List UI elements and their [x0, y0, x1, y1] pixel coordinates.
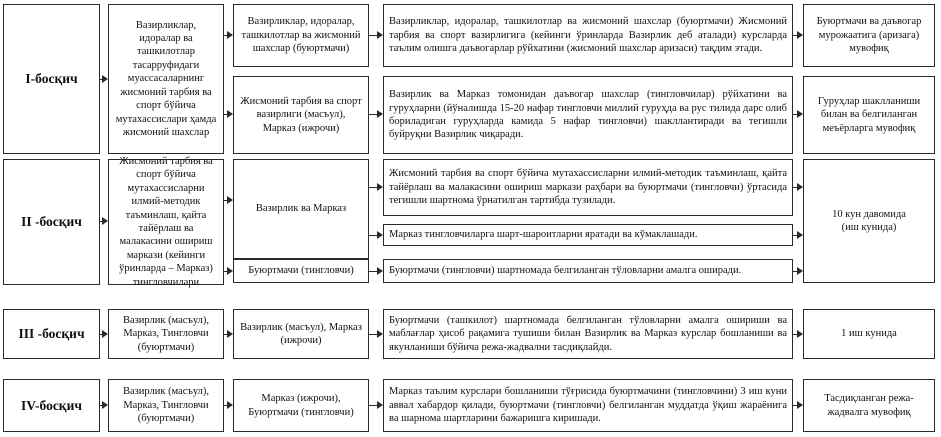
- connector-line: [369, 235, 377, 236]
- connector-arrow: [797, 401, 803, 409]
- connector-arrow: [797, 330, 803, 338]
- connector-arrow: [797, 183, 803, 191]
- connector-arrow: [377, 330, 383, 338]
- stage-4-label: IV-босқич: [3, 379, 100, 432]
- connector-arrow: [102, 217, 108, 225]
- stage-2-result: 10 кун давомида (иш кунида): [803, 159, 935, 283]
- connector-arrow: [797, 110, 803, 118]
- connector-arrow: [102, 330, 108, 338]
- stage-1-participants: Вазирликлар, идоралар ва ташкилотлар тасарруфидаги муассасаларнинг жисмоний тарбия ва спорт бўйича мутахассислари ҳамда жисмоний шахслар: [108, 4, 224, 154]
- stage-2-action-1a: Жисмоний тарбия ва спорт бўйича мутахассисларни илмий-методик таъминлаш, қайта тайёрлаш ва малакасини ошириш маркази раҳбари ва буюртмачи (тингловчи) ўртасида тегишли шартнома ўрнатилган тартибда тузилади.: [383, 159, 793, 216]
- connector-arrow: [227, 330, 233, 338]
- stage-3-result: 1 иш кунида: [803, 309, 935, 359]
- stage-3-actor: Вазирлик (масъул), Марказ (ижрочи): [233, 309, 369, 359]
- connector-arrow: [377, 31, 383, 39]
- connector-arrow: [797, 231, 803, 239]
- stage-1-label: I-босқич: [3, 4, 100, 154]
- connector-arrow: [377, 183, 383, 191]
- connector-arrow: [227, 110, 233, 118]
- stage-1-actor-1: Вазирликлар, идоралар, ташкилотлар ва жисмоний шахслар (буюртмачи): [233, 4, 369, 67]
- connector-arrow: [227, 196, 233, 204]
- stage-3-participants: Вазирлик (масъул), Марказ, Тингловчи (буюртмачи): [108, 309, 224, 359]
- stage-4-actor: Марказ (ижрочи), Буюртмачи (тингловчи): [233, 379, 369, 432]
- stage-2-participants: Жисмоний тарбия ва спорт бўйича мутахассисларни илмий-методик таъминлаш, қайта тайёрлаш ва малакасини ошириш маркази (кейинги ўринларда – Марказ) тингловчилари: [108, 159, 224, 285]
- connector-arrow: [102, 75, 108, 83]
- stage-2-action-2: Буюртмачи (тингловчи) шартномада белгиланган тўловларни амалга оширади.: [383, 259, 793, 283]
- connector-line: [369, 35, 377, 36]
- stage-2-action-1b: Марказ тингловчиларга шарт-шароитларни яратади ва кўмаклашади.: [383, 224, 793, 246]
- stage-3-label: III -босқич: [3, 309, 100, 359]
- stage-4-action: Марказ таълим курслари бошланиши тўғрисида буюртмачини (тингловчини) 3 иш куни аввал хабардор қилади, буюртмачи (тингловчи) белгиланган муддатда ўқиш жараёнига ва шарнома шартларини бажаришга киришади.: [383, 379, 793, 432]
- stage-1-action-1: Вазирликлар, идоралар, ташкилотлар ва жисмоний шахслар (буюртмачи) Жисмоний тарбия ва спорт вазирлигига (кейинги ўринларда Вазирлик деб аталади) курсларда таълим олишга даъвогарлар рўйхатини (жисмоний шахслар аризаси) тақдим этади.: [383, 4, 793, 67]
- connector-line: [369, 114, 377, 115]
- stage-3-action: Буюртмачи (ташкилот) шартномада белгиланган тўловларни амалга ошириши ва маблағлар ҳисоб рақамига тушиши билан Вазирлик ва Марказ курслар бошланиши ва якунланиши бўйича режа-жадвални тасдиқлайди.: [383, 309, 793, 359]
- connector-line: [369, 334, 377, 335]
- stage-4-participants: Вазирлик (масъул), Марказ, Тингловчи (буюртмачи): [108, 379, 224, 432]
- stage-2-label: II -босқич: [3, 159, 100, 285]
- connector-arrow: [227, 401, 233, 409]
- connector-arrow: [377, 401, 383, 409]
- stage-1-actor-2: Жисмоний тарбия ва спорт вазирлиги (масъул), Марказ (ижрочи): [233, 76, 369, 154]
- connector-arrow: [377, 231, 383, 239]
- stage-1-result-2: Гуруҳлар шаклланиши билан ва белгиланган меъёрларга мувофиқ: [803, 76, 935, 154]
- connector-arrow: [227, 31, 233, 39]
- connector-arrow: [377, 267, 383, 275]
- stage-2-actor-2: Буюртмачи (тингловчи): [233, 259, 369, 283]
- stage-1-result-1: Буюртмачи ва даъвогар мурожаатига (аризага) мувофиқ: [803, 4, 935, 67]
- connector-arrow: [797, 31, 803, 39]
- connector-line: [369, 187, 377, 188]
- stage-4-result: Тасдиқланган режа-жадвалга мувофиқ: [803, 379, 935, 432]
- stage-1-action-2: Вазирлик ва Марказ томонидан даъвогар шахслар (тингловчилар) рўйхатини ва гуруҳларни (йўналишда 15-20 нафар тингловчи миллий гуруҳда ва рус тилида дарс олиб бориладиган гуруҳларда камида 5 нафар тингловчи) шакллантиради ва тегишли буйруқни Вазирлик чиқаради.: [383, 76, 793, 154]
- connector-line: [369, 271, 377, 272]
- connector-arrow: [797, 267, 803, 275]
- connector-arrow: [102, 401, 108, 409]
- connector-line: [369, 405, 377, 406]
- connector-arrow: [377, 110, 383, 118]
- stage-2-actor-1: Вазирлик ва Марказ: [233, 159, 369, 259]
- connector-arrow: [227, 267, 233, 275]
